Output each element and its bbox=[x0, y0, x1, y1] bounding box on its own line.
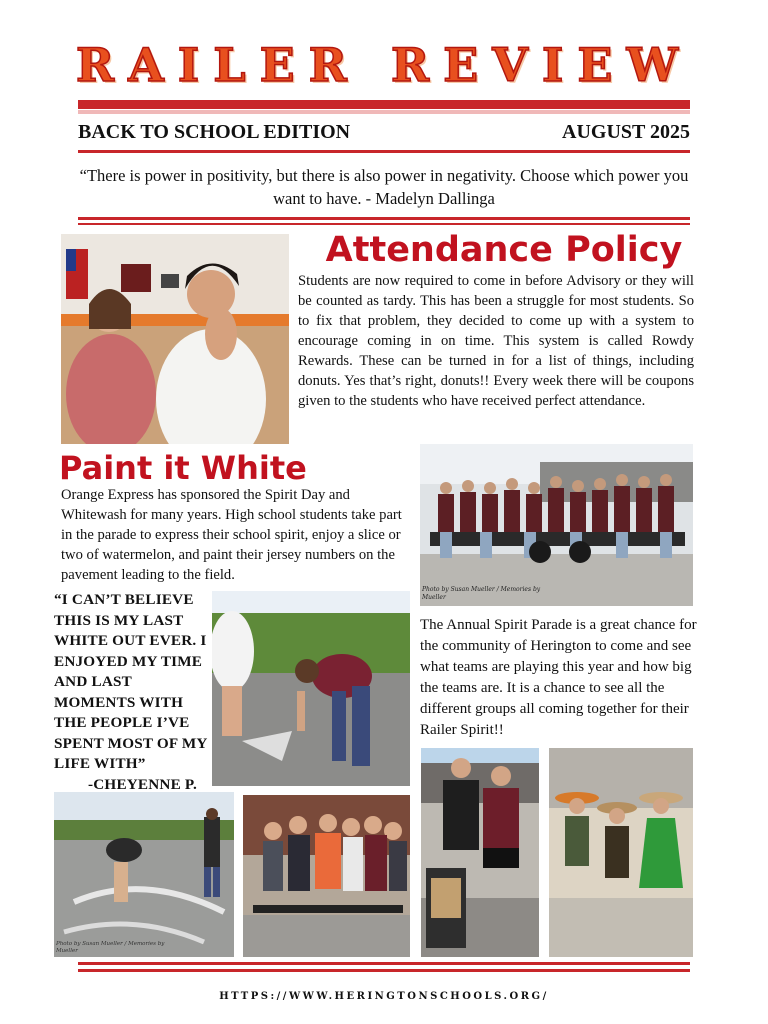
footer-rule-top bbox=[78, 962, 690, 965]
footer-rule-bottom bbox=[78, 969, 690, 972]
pull-quote bbox=[54, 590, 214, 795]
field-photo-credit: Photo by Susan Mueller / Memories by Mueller bbox=[56, 941, 165, 954]
opening-quote: “There is power in positivity, but there is also power in negativity. Choose which power you want to have. - Madelyn Dallinga bbox=[79, 166, 689, 208]
masthead-rule-shadow bbox=[78, 110, 690, 114]
paint-body: Orange Express has sponsored the Spirit Day and Whitewash for many years. High school students take part in the parade to express their school spirit, enjoy a slice or two of watermelon, and paint their jersey numbers on the pavement leading to the field. bbox=[61, 487, 402, 583]
masthead-rule bbox=[78, 100, 690, 109]
parade-body: The Annual Spirit Parade is a great chance for the community of Herington to come and see what teams are playing this year and how big the teams are. It is a chance to see all the different groups all coming together for their Railer Spirit!! bbox=[420, 617, 697, 738]
paint-heading: Paint it White bbox=[59, 449, 307, 487]
painting-pavement-photo bbox=[212, 591, 410, 786]
edition-label: BACK TO SCHOOL EDITION bbox=[78, 121, 351, 143]
header-rule bbox=[78, 150, 690, 153]
footer-url[interactable]: HTTPS://WWW.HERINGTONSCHOOLS.ORG/ bbox=[219, 991, 549, 1002]
pull-quote-text: “I CAN’T BELIEVE THIS IS MY LAST WHITE OUT EVER. I ENJOYED MY TIME AND LAST MOMENTS WITH THE PEOPLE I’VE SPENT MOST OF MY LIFE WITH” bbox=[54, 591, 207, 772]
attendance-body: Students are now required to come in before Advisory or they will be counted as tardy. This has been a struggle for most students. So to fix that problem, they decided to come up with a system to encourage coming in on time. This system is called Rowdy Rewards. These can be turned in for a list of things, including donuts. Yes that’s right, donuts!! Every week there will be coupons given to the students who have received perfect attendance. bbox=[298, 273, 694, 409]
hat-day-photo bbox=[549, 748, 693, 957]
quote-rule-top bbox=[78, 217, 690, 220]
trailer-group-photo bbox=[243, 795, 410, 957]
pull-quote-attribution: -CHEYENNE P. bbox=[88, 775, 198, 793]
issue-date: AUGUST 2025 bbox=[562, 121, 690, 143]
masthead-title: RAILER REVIEW bbox=[75, 38, 693, 92]
painting-field-photo bbox=[54, 792, 234, 957]
donut-students-photo bbox=[61, 234, 289, 444]
attendance-heading: Attendance Policy bbox=[325, 230, 683, 270]
parade-trailer-photo bbox=[420, 444, 693, 606]
quote-rule-bottom bbox=[78, 223, 690, 225]
golf-team-photo bbox=[421, 748, 539, 957]
trailer-photo-credit: Photo by Susan Mueller / Memories by Mueller bbox=[422, 586, 541, 601]
